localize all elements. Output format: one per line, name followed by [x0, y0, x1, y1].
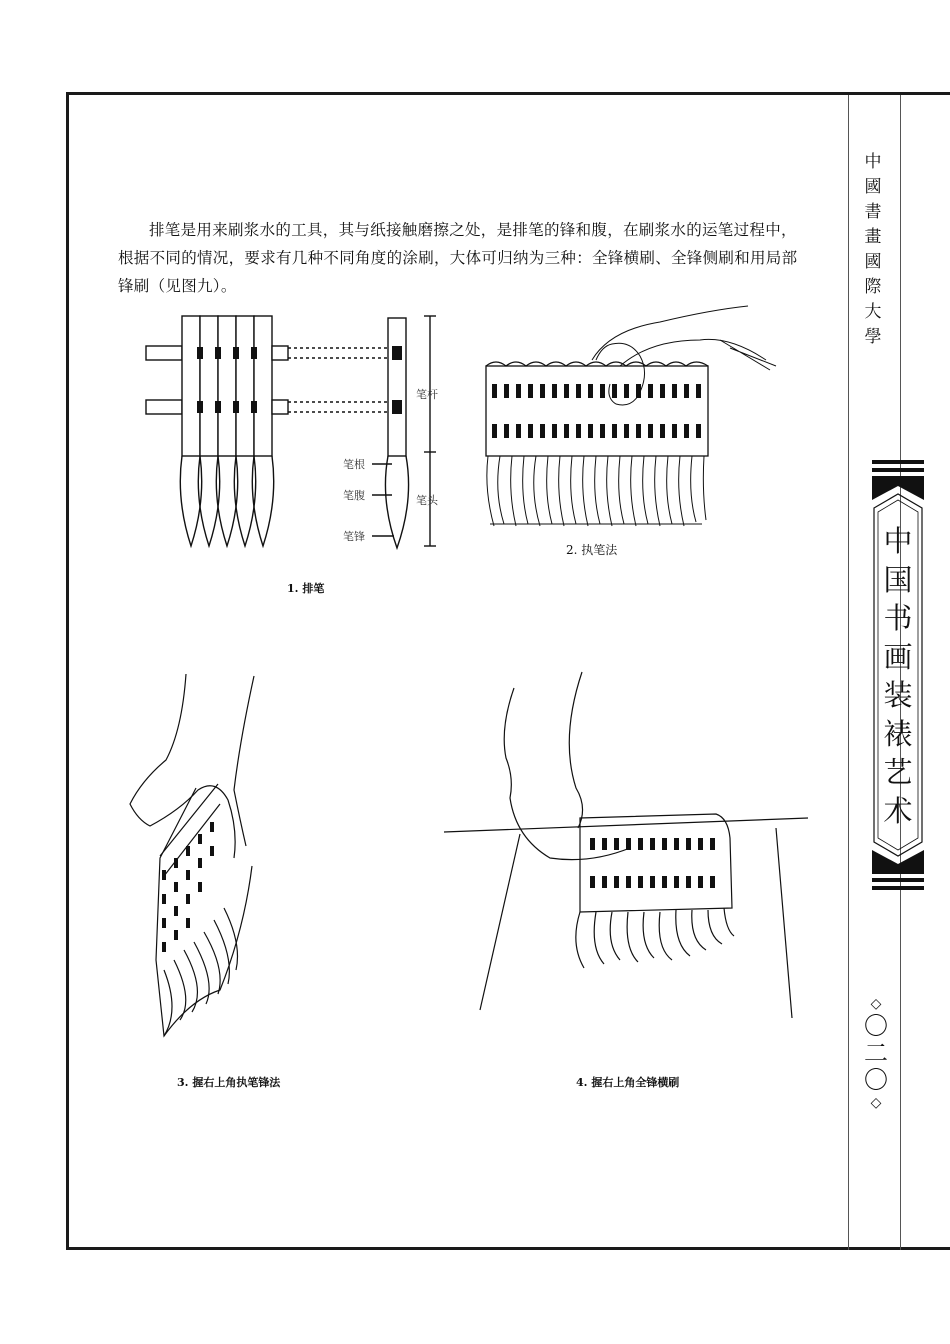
- label-head: 笔头: [416, 494, 438, 507]
- label-belly: 笔腹: [343, 489, 365, 502]
- figure-4-full-tip-stroke: [440, 668, 810, 1030]
- figure-2-caption: 2. 执笔法: [566, 543, 618, 557]
- label-root: 笔根: [343, 458, 365, 471]
- label-tip: 笔锋: [343, 530, 365, 543]
- figure-1-brush-diagram: [140, 310, 460, 555]
- book-title: 中 国 书 画 装 裱 艺 术: [883, 524, 913, 828]
- page-number: ◇ 〇 二 〇 ◇: [860, 995, 892, 1112]
- university-name: 中 國 書 畫 國 際 大 學: [864, 152, 882, 347]
- sidebar-divider-left: [848, 95, 849, 1250]
- figure-4-caption: 4. 握右上角全锋横刷: [576, 1076, 680, 1089]
- body-paragraph: 排笔是用来刷浆水的工具，其与纸接触磨擦之处，是排笔的锋和腹，在刷浆水的运笔过程中，根据不同的情况，要求有几种不同角度的涂刷，大体可归纳为三种：全锋横刷、全锋侧刷和用局部锋刷（见图九）。: [118, 220, 798, 295]
- figure-1-caption: 1. 排笔: [287, 582, 325, 595]
- figure-2-holding-brush: [480, 300, 780, 535]
- figure-3-caption: 3. 握右上角执笔锋法: [177, 1076, 281, 1089]
- diamond-icon: ◇: [870, 1095, 882, 1111]
- diamond-icon: ◇: [870, 996, 882, 1012]
- figure-3-corner-grip: [120, 670, 270, 1050]
- label-shaft: 笔杆: [416, 388, 438, 401]
